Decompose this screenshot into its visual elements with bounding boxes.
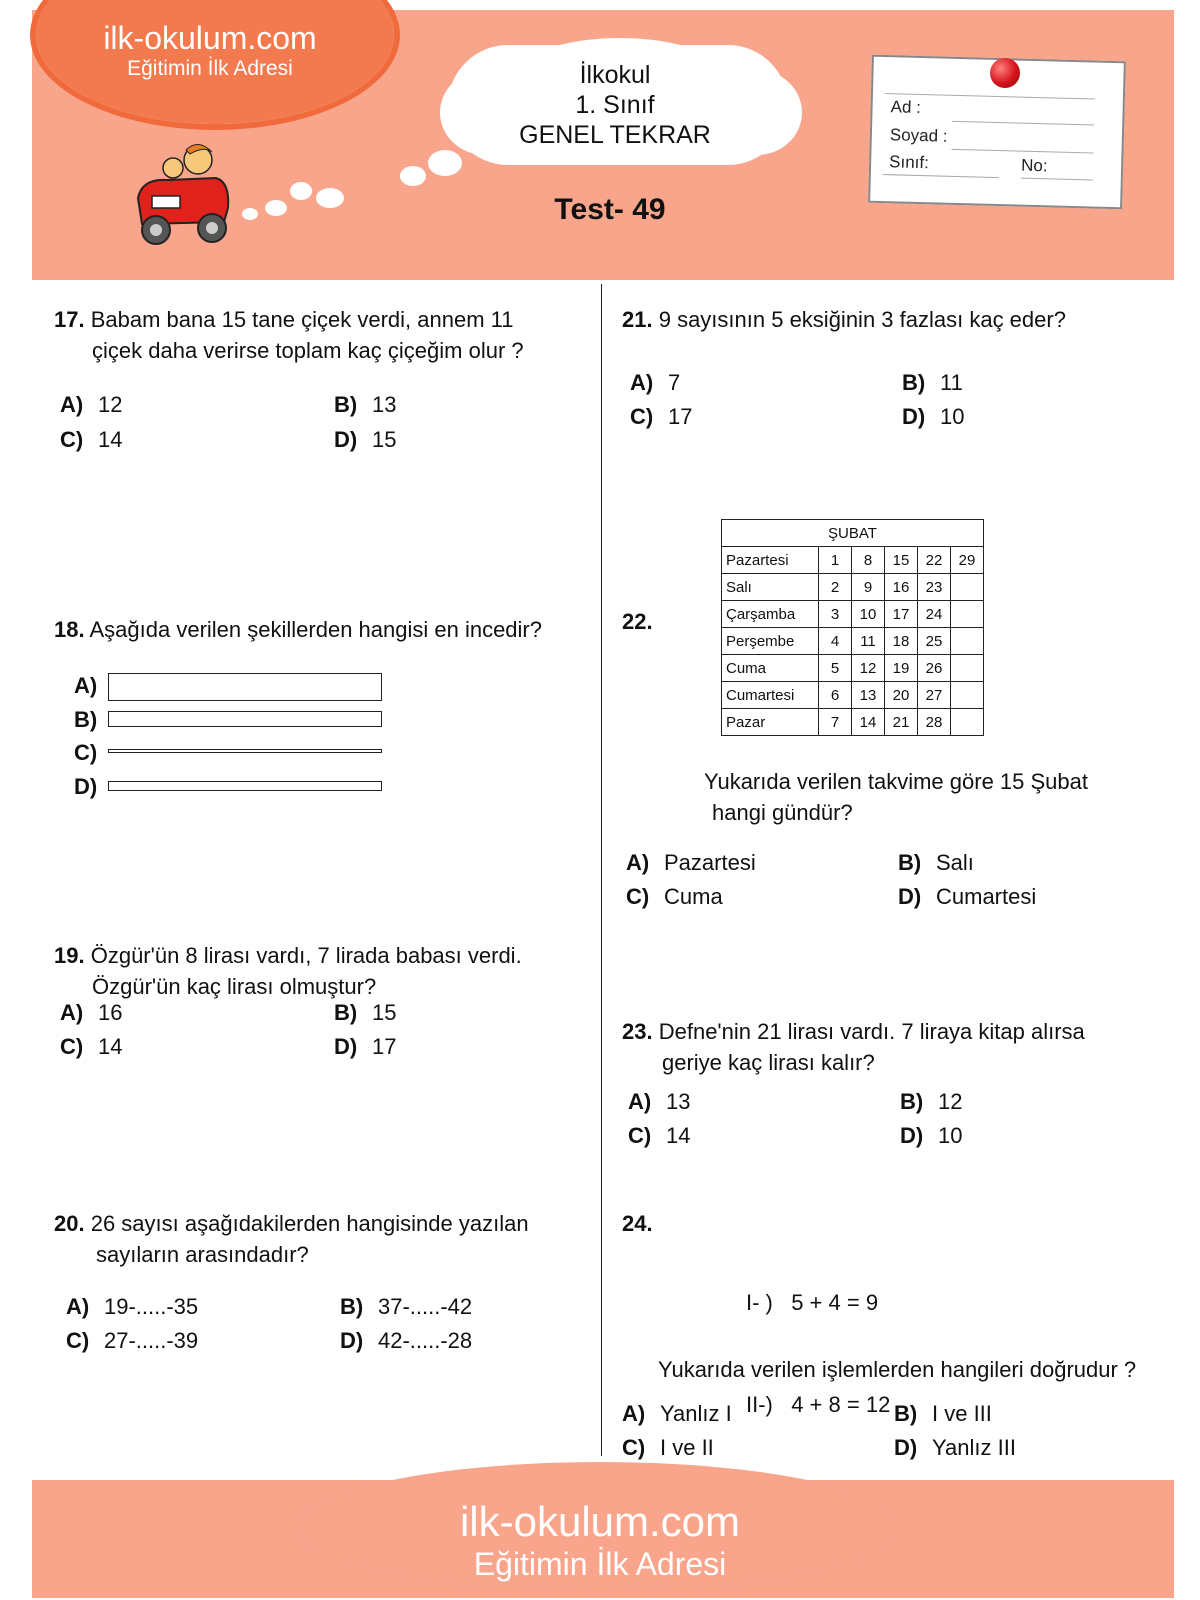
name-line xyxy=(952,121,1094,126)
cloud-text xyxy=(470,60,760,150)
calendar-date: 14 xyxy=(852,709,885,736)
option-a[interactable]: A) 12 xyxy=(60,392,123,417)
calendar-day: Salı xyxy=(722,574,819,601)
name-label: Ad : xyxy=(890,97,922,117)
option-a[interactable]: A) 19-.....-35 xyxy=(66,1294,199,1319)
car-illustration xyxy=(128,138,238,248)
calendar-date: 18 xyxy=(885,628,918,655)
statement-1: I- ) 5 + 4 = 9 xyxy=(746,1290,879,1315)
header-site-name: ilk-okulum.com xyxy=(103,20,317,56)
shape-b-bar xyxy=(108,711,382,727)
option-d[interactable]: D) Cumartesi xyxy=(898,884,1037,909)
question-23 xyxy=(622,1016,1182,1078)
option-d[interactable]: D) 17 xyxy=(334,1034,397,1059)
option-b[interactable]: B) 12 xyxy=(900,1089,963,1114)
option-c[interactable]: C) 14 xyxy=(60,1034,123,1059)
question-text-line1: 26 sayısı aşağıdakilerden hangisinde yazılan xyxy=(90,1211,529,1236)
header-tagline: Eğitimin İlk Adresi xyxy=(127,57,293,80)
surname-label: Soyad : xyxy=(889,125,948,146)
question-19 xyxy=(54,940,594,1002)
question-17 xyxy=(54,304,584,366)
calendar-table xyxy=(721,519,984,736)
question-text-line1: Yukarıda verilen takvime göre 15 Şubat xyxy=(704,769,1089,794)
calendar-date: 28 xyxy=(918,709,951,736)
calendar-date: 1 xyxy=(819,547,852,574)
calendar-date: 9 xyxy=(852,574,885,601)
calendar-date: 25 xyxy=(918,628,951,655)
calendar-title: ŞUBAT xyxy=(722,520,984,547)
calendar-date: 19 xyxy=(885,655,918,682)
grade: 1. Sınıf xyxy=(575,91,655,119)
calendar-date: 24 xyxy=(918,601,951,628)
subject: GENEL TEKRAR xyxy=(519,121,711,149)
calendar-row xyxy=(722,574,984,601)
cloud-puff xyxy=(290,182,312,200)
footer-site-name: ilk-okulum.com xyxy=(459,1498,741,1545)
option-c[interactable]: C) 27-.....-39 xyxy=(66,1328,199,1353)
calendar-date: 10 xyxy=(852,601,885,628)
option-c[interactable]: C) 14 xyxy=(60,427,123,452)
option-c[interactable]: C) Cuma xyxy=(626,884,723,909)
question-text-line1: Babam bana 15 tane çiçek verdi, annem 11 xyxy=(90,307,514,332)
calendar-date: 11 xyxy=(852,628,885,655)
question-21 xyxy=(622,304,1182,335)
option-c[interactable]: C) xyxy=(74,740,98,765)
calendar-date: 26 xyxy=(918,655,951,682)
question-text-line1: Defne'nin 21 lirası vardı. 7 liraya kitap alırsa xyxy=(658,1019,1085,1044)
calendar-date xyxy=(951,682,984,709)
option-a[interactable]: A) xyxy=(74,673,98,698)
option-a[interactable]: A) Yanlız I xyxy=(622,1401,732,1426)
pushpin-icon xyxy=(990,58,1020,88)
calendar-date: 27 xyxy=(918,682,951,709)
calendar-day: Cuma xyxy=(722,655,819,682)
option-b[interactable]: B) xyxy=(74,707,98,732)
class-label: Sınıf: xyxy=(888,152,930,173)
calendar-date: 17 xyxy=(885,601,918,628)
question-text-line1: Özgür'ün 8 lirası vardı, 7 lirada babası verdi. xyxy=(90,943,522,968)
question-text: 9 sayısının 5 eksiğinin 3 fazlası kaç eder? xyxy=(658,307,1066,332)
calendar-date: 12 xyxy=(852,655,885,682)
question-text-line2: sayıların arasındadır? xyxy=(96,1242,309,1267)
option-b[interactable]: B) Salı xyxy=(898,850,974,875)
question-text-line2: Özgür'ün kaç lirası olmuştur? xyxy=(92,974,377,999)
shape-c-bar xyxy=(108,749,382,753)
calendar-day: Pazartesi xyxy=(722,547,819,574)
option-a[interactable]: A) Pazartesi xyxy=(626,850,756,875)
question-number: 22. xyxy=(622,609,653,634)
cloud-puff xyxy=(428,150,462,176)
calendar-date: 13 xyxy=(852,682,885,709)
question-text-line2: çiçek daha verirse toplam kaç çiçeğim olur ? xyxy=(92,338,524,363)
option-a[interactable]: A) 13 xyxy=(628,1089,691,1114)
option-b[interactable]: B) I ve III xyxy=(894,1401,992,1426)
statement-2: II-) 4 + 8 = 12 xyxy=(746,1392,891,1417)
option-d[interactable]: D) 10 xyxy=(902,404,965,429)
calendar-date: 23 xyxy=(918,574,951,601)
question-22-text xyxy=(704,766,1174,828)
calendar-date: 6 xyxy=(819,682,852,709)
calendar-row xyxy=(722,709,984,736)
cloud-puff xyxy=(400,166,426,186)
calendar-date xyxy=(951,655,984,682)
question-text: Aşağıda verilen şekillerden hangisi en incedir? xyxy=(89,617,542,642)
test-title: Test- 49 xyxy=(554,193,666,226)
option-d[interactable]: D) xyxy=(74,774,98,799)
calendar-row xyxy=(722,601,984,628)
shape-d-bar xyxy=(108,781,382,791)
option-c[interactable]: C) I ve II xyxy=(622,1435,714,1460)
number-label: No: xyxy=(1020,155,1048,176)
calendar-date xyxy=(951,574,984,601)
option-c[interactable]: C) 14 xyxy=(628,1123,691,1148)
option-c[interactable]: C) 17 xyxy=(630,404,693,429)
number-line xyxy=(1021,178,1093,181)
calendar-date xyxy=(951,601,984,628)
calendar-row xyxy=(722,655,984,682)
calendar-date: 15 xyxy=(885,547,918,574)
calendar-row xyxy=(722,547,984,574)
calendar-row xyxy=(722,682,984,709)
calendar-date: 5 xyxy=(819,655,852,682)
calendar-row xyxy=(722,628,984,655)
class-line xyxy=(883,174,999,178)
column-divider xyxy=(601,284,602,1456)
question-20 xyxy=(54,1208,594,1270)
option-d[interactable]: D) 10 xyxy=(900,1123,963,1148)
option-a[interactable]: A) 7 xyxy=(630,370,681,395)
question-number: 18. xyxy=(54,617,85,642)
question-22 xyxy=(622,606,653,637)
calendar-date: 8 xyxy=(852,547,885,574)
surname-line xyxy=(952,149,1094,154)
cloud-puff xyxy=(316,188,344,208)
option-b[interactable]: B) 37-.....-42 xyxy=(340,1294,473,1319)
option-b[interactable]: B) 15 xyxy=(334,1000,397,1025)
calendar-date xyxy=(951,628,984,655)
calendar-date xyxy=(951,709,984,736)
option-b[interactable]: B) 13 xyxy=(334,392,397,417)
question-text-line2: hangi gündür? xyxy=(712,800,853,825)
question-number: 19. xyxy=(54,943,85,968)
calendar-day: Perşembe xyxy=(722,628,819,655)
question-number: 17. xyxy=(54,307,85,332)
question-24 xyxy=(622,1208,653,1239)
calendar-date: 2 xyxy=(819,574,852,601)
option-a[interactable]: A) 16 xyxy=(60,1000,123,1025)
calendar-date: 3 xyxy=(819,601,852,628)
calendar-date: 16 xyxy=(885,574,918,601)
question-24-text: Yukarıda verilen işlemlerden hangileri doğrudur ? xyxy=(658,1357,1137,1382)
question-18 xyxy=(54,614,584,645)
cloud-puff xyxy=(265,200,287,216)
calendar-day: Pazar xyxy=(722,709,819,736)
option-d[interactable]: D) 15 xyxy=(334,427,397,452)
question-number: 24. xyxy=(622,1211,653,1236)
calendar-date: 7 xyxy=(819,709,852,736)
school-level: İlkokul xyxy=(579,61,651,89)
shape-a-bar xyxy=(108,673,382,701)
question-number: 20. xyxy=(54,1211,85,1236)
calendar-date: 21 xyxy=(885,709,918,736)
question-text-line2: geriye kaç lirası kalır? xyxy=(662,1050,875,1075)
calendar-date: 20 xyxy=(885,682,918,709)
cloud-puff xyxy=(242,208,258,220)
question-number: 21. xyxy=(622,307,653,332)
option-d[interactable]: D) 42-.....-28 xyxy=(340,1328,473,1353)
question-number: 23. xyxy=(622,1019,653,1044)
calendar-date: 29 xyxy=(951,547,984,574)
calendar-date: 22 xyxy=(918,547,951,574)
calendar-date: 4 xyxy=(819,628,852,655)
option-b[interactable]: B) 11 xyxy=(902,370,963,395)
footer-tagline: Eğitimin İlk Adresi xyxy=(473,1546,727,1582)
calendar-day: Çarşamba xyxy=(722,601,819,628)
option-d[interactable]: D) Yanlız III xyxy=(894,1435,1016,1460)
calendar-day: Cumartesi xyxy=(722,682,819,709)
